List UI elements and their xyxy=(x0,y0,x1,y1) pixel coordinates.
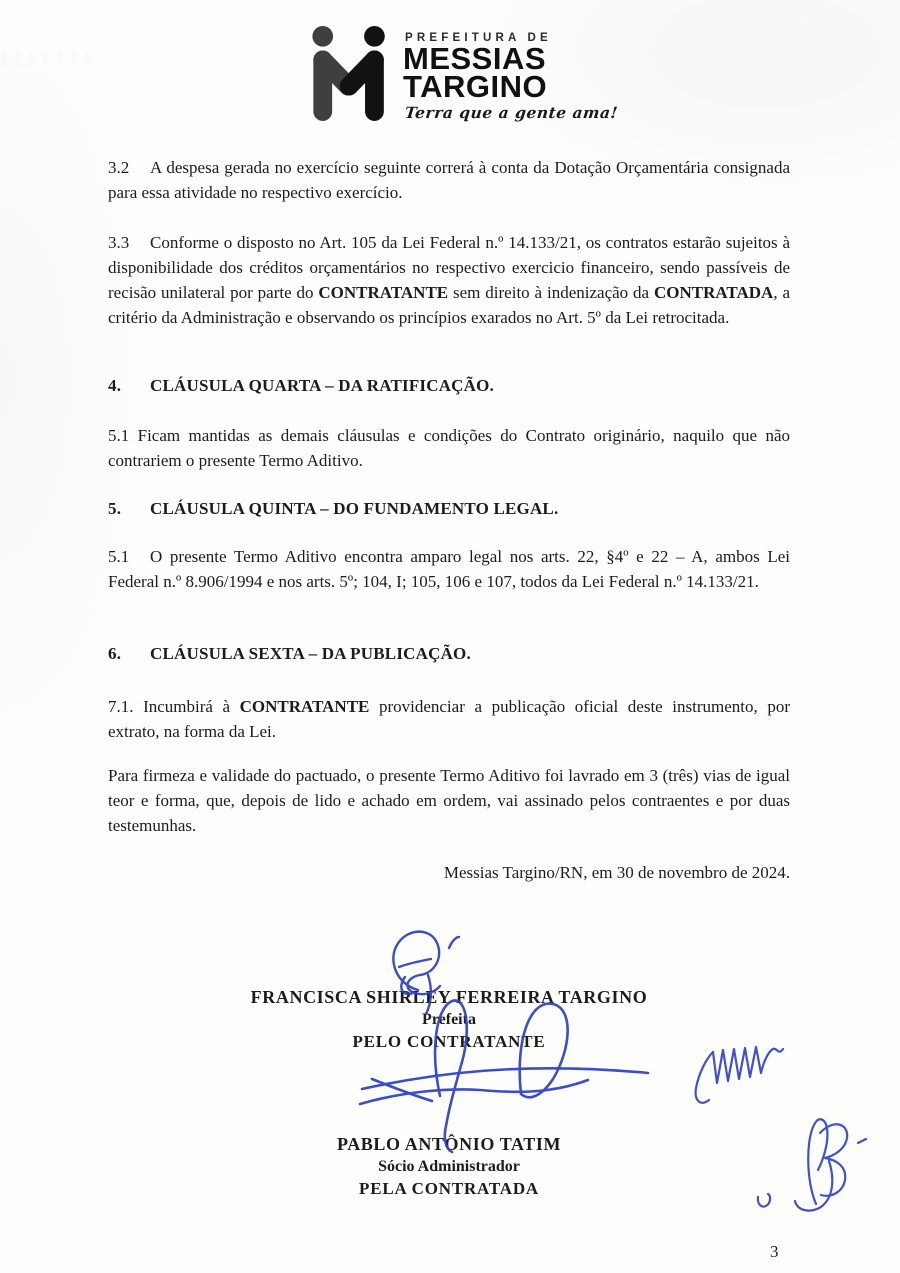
dateline: Messias Targino/RN, em 30 de novembro de 2024. xyxy=(443,863,790,882)
signature-block-contratante xyxy=(108,986,790,1053)
heading-text: CLÁUSULA SEXTA – DA PUBLICAÇÃO. xyxy=(150,644,471,663)
clause-3-3 xyxy=(108,230,790,330)
page-number: 3 xyxy=(770,1242,779,1261)
two-people-forming-M-icon xyxy=(303,24,397,122)
signer-name: FRANCISCA SHIRLEY FERREIRA TARGINO xyxy=(250,987,648,1007)
heading-clausula-quinta xyxy=(108,496,790,521)
signer-role: Sócio Administrador xyxy=(378,1158,520,1175)
signature-block-contratada xyxy=(108,1133,790,1200)
logo-title-line1: MESSIAS xyxy=(403,41,547,76)
logo-tagline: Terra que a gente ama! xyxy=(404,103,619,122)
heading-text: CLÁUSULA QUARTA – DA RATIFICAÇÃO. xyxy=(150,376,494,395)
clause-text: Conforme o disposto no Art. 105 da Lei Federal n.º 14.133/21, os contratos estarão sujeitos à disponibilidade dos créditos orçamentários no respectivo exercicio financeiro, sendo passíveis de recisão unilateral por parte do CONTRATANTE sem direito à indenização da CONTRATADA, a critério da Administração e observando os princípios exarados no Art. 5º da Lei retrocitada. xyxy=(108,233,790,327)
closing-paragraph xyxy=(108,763,790,838)
clause-5-1-ratificacao xyxy=(108,423,790,473)
signer-role: Prefeita xyxy=(422,1011,476,1028)
heading-text: CLÁUSULA QUINTA – DO FUNDAMENTO LEGAL. xyxy=(150,499,559,518)
clause-number: 3.2 xyxy=(108,158,130,177)
heading-number: 4. xyxy=(108,376,122,395)
heading-number: 5. xyxy=(108,499,122,518)
clause-text: O presente Termo Aditivo encontra amparo legal nos arts. 22, §4º e 22 – A, ambos Lei Federal n.º 8.906/1994 e nos arts. 5º; 104, I; 105, 106 e 107, todos da Lei Federal n.º 14.133/21. xyxy=(108,547,790,591)
heading-number: 6. xyxy=(108,644,122,663)
heading-clausula-quarta xyxy=(108,373,790,398)
prefeitura-logo xyxy=(303,24,618,122)
signature-ink-witness-1 xyxy=(696,1047,783,1103)
logo-title-line2: TARGINO xyxy=(403,69,548,104)
clause-text: A despesa gerada no exercício seguinte correrá à conta da Dotação Orçamentária consignada para essa atividade no respectivo exercício. xyxy=(108,158,790,202)
clause-number: 3.3 xyxy=(108,233,130,252)
signer-name: PABLO ANTÔNIO TATIM xyxy=(336,1134,562,1154)
clause-number: 5.1 xyxy=(108,547,130,566)
logo-pretitle: PREFEITURA DE xyxy=(405,32,552,44)
signer-party: PELO CONTRATANTE xyxy=(352,1032,546,1051)
clause-text: 7.1. Incumbirá à CONTRATANTE providenciar a publicação oficial deste instrumento, por extrato, na forma da Lei. xyxy=(108,697,790,741)
heading-clausula-sexta xyxy=(108,641,790,666)
logo-text xyxy=(403,32,618,122)
clause-text: Para firmeza e validade do pactuado, o presente Termo Aditivo foi lavrado em 3 (três) vias de igual teor e forma, que, depois de lido e achado em ordem, vai assinado pelos contraentes e por duas testemunhas. xyxy=(108,766,790,835)
clause-text: 5.1 Ficam mantidas as demais cláusulas e condições do Contrato originário, naquilo que não contrariem o presente Termo Aditivo. xyxy=(108,426,790,470)
signer-party: PELA CONTRATADA xyxy=(359,1179,539,1198)
clause-3-2 xyxy=(108,155,790,205)
scan-artifact xyxy=(2,52,92,66)
clause-5-1-fundamento xyxy=(108,544,790,594)
clause-7-1 xyxy=(108,694,790,744)
